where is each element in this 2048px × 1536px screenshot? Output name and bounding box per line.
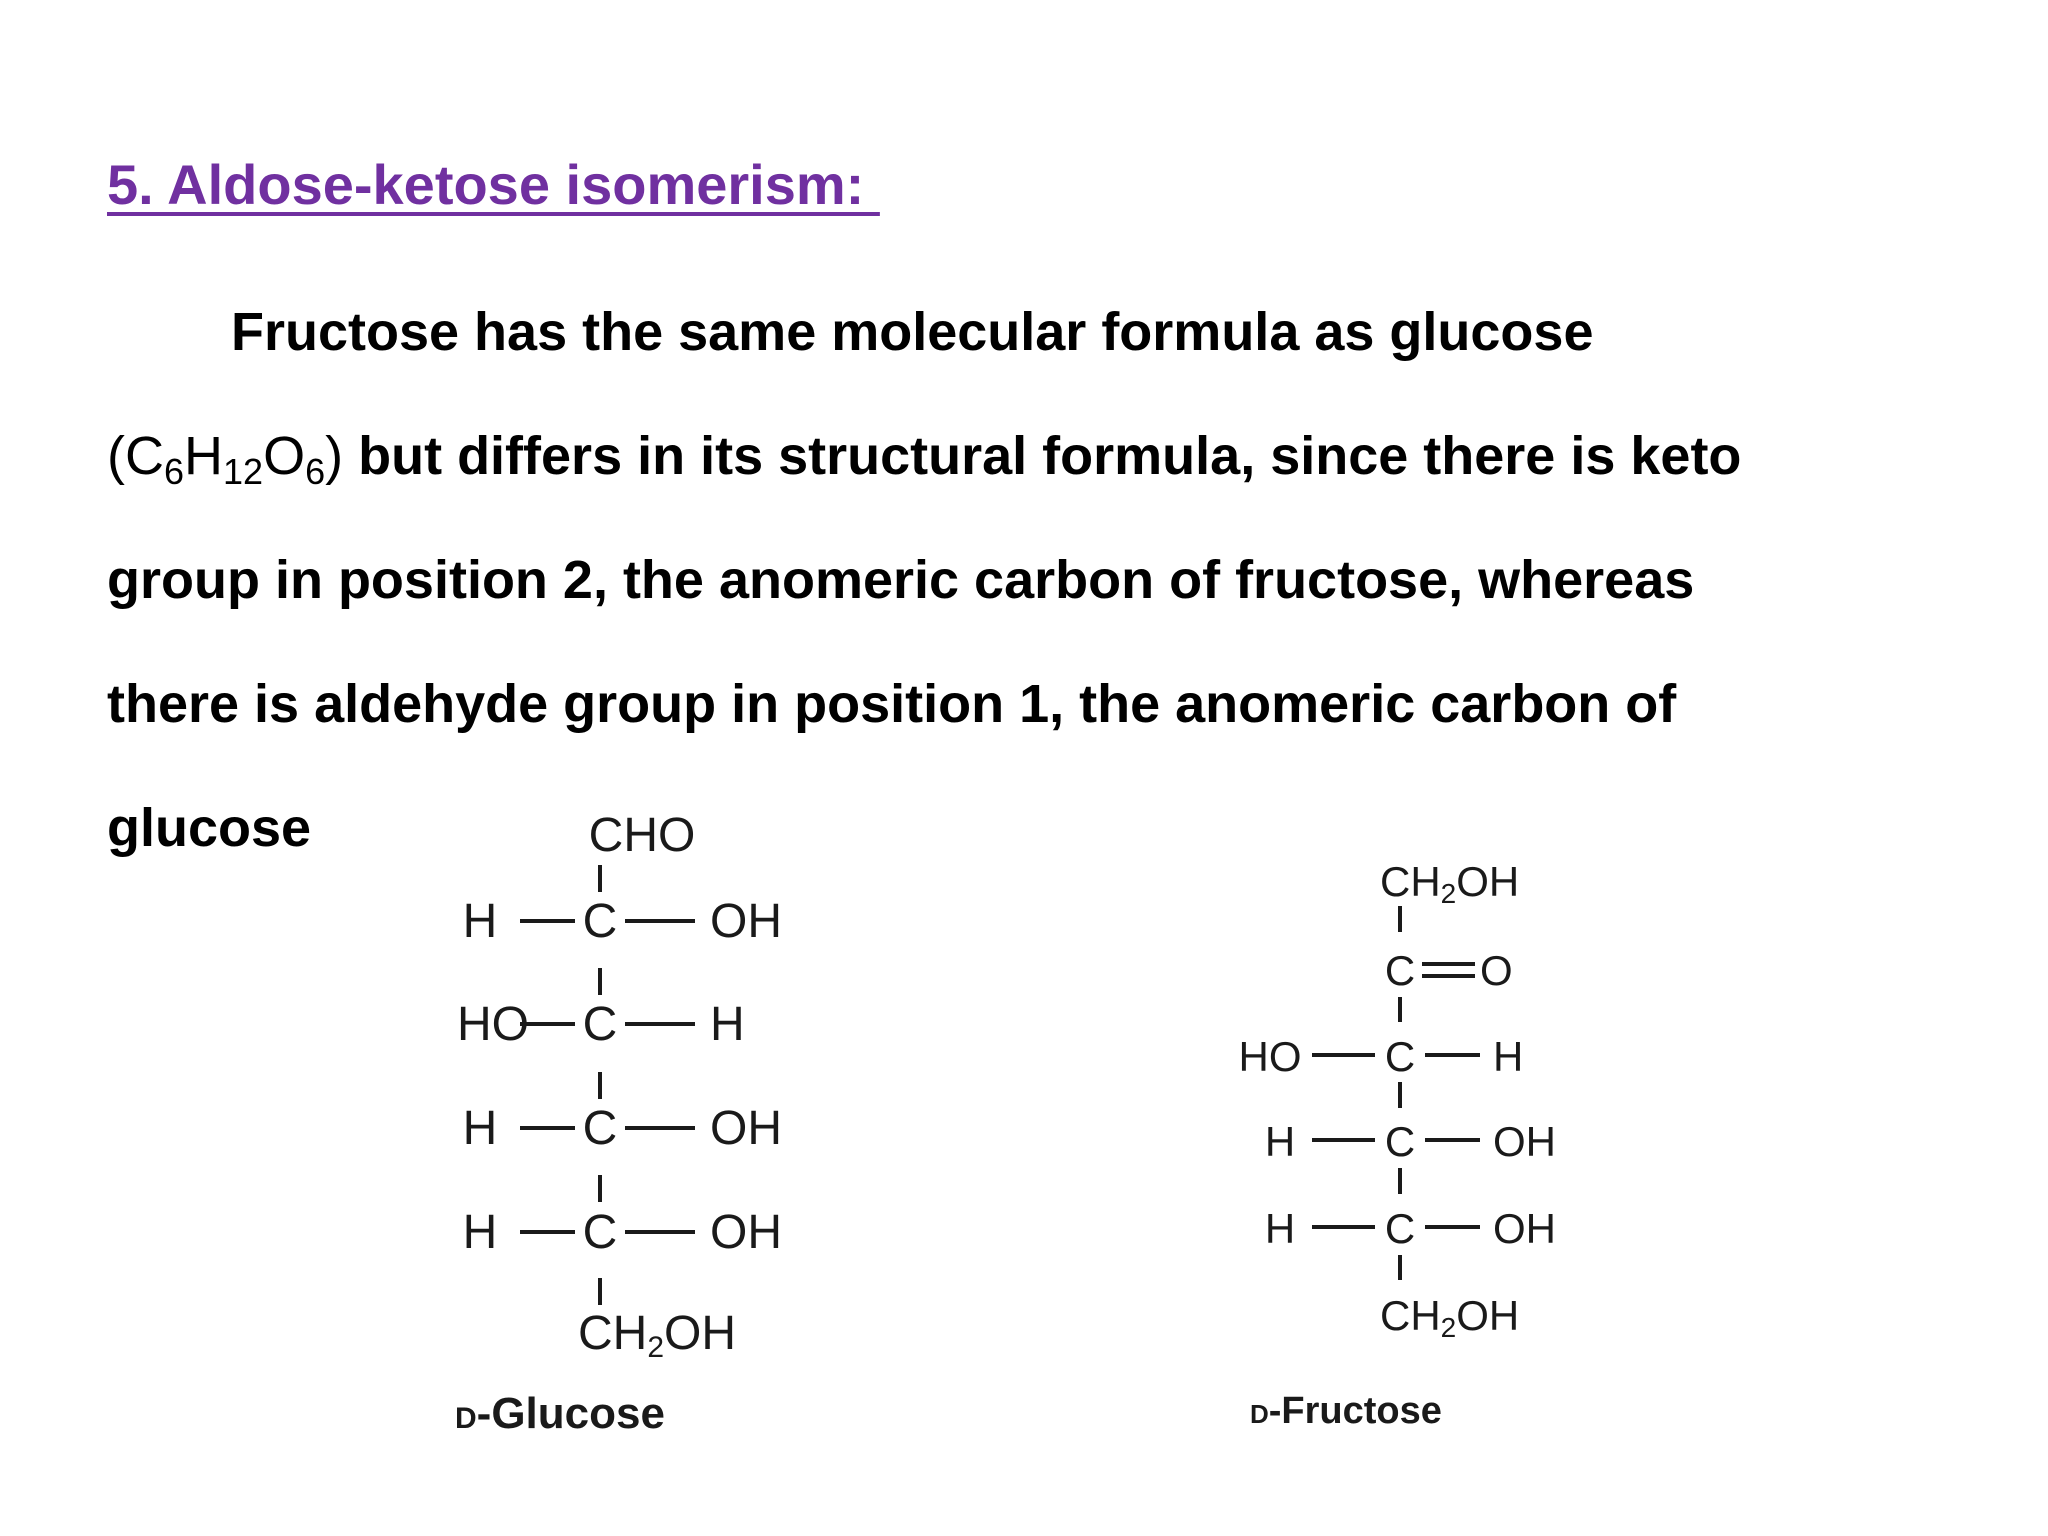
paragraph-line-4: there is aldehyde group in position 1, the anomeric carbon of xyxy=(107,674,1677,734)
glucose-bottom-group: CH2OH xyxy=(578,1307,737,1364)
fructose-row-1-left: HO xyxy=(1238,1033,1302,1080)
fructose-bottom-group: CH2OH xyxy=(1380,1292,1520,1343)
fructose-row-3-left: H xyxy=(1264,1205,1296,1252)
fructose-row-2-right: OH xyxy=(1493,1118,1556,1165)
fructose-name-label: D-Fructose xyxy=(1250,1390,1442,1432)
paragraph-line-2: $(C_6H_{12}O_6)$ but differs in its structural formula, since there is keto xyxy=(107,426,1742,492)
glucose-row-2-left: HO xyxy=(457,998,529,1051)
glucose-row-3-right: OH xyxy=(710,1102,782,1155)
glucose-row-4-center: C xyxy=(582,1206,618,1259)
glucose-row-3-center: C xyxy=(582,1102,618,1155)
glucose-row-1-center: C xyxy=(582,895,618,948)
glucose-row-1-right: OH xyxy=(710,895,782,948)
body-paragraph xyxy=(107,270,2007,890)
glucose-row-1-left: H xyxy=(462,895,498,948)
glucose-row-4-left: H xyxy=(462,1206,498,1259)
fructose-row-2-left: H xyxy=(1264,1118,1296,1165)
paragraph-line-5: glucose xyxy=(107,798,312,858)
paragraph-line-1: Fructose has the same molecular formula as glucose xyxy=(231,302,1594,362)
fructose-row-1-center: C xyxy=(1384,1033,1416,1080)
glucose-row-2-right: H xyxy=(710,998,745,1051)
fructose-row-3-center: C xyxy=(1384,1205,1416,1252)
fructose-row-3-right: OH xyxy=(1493,1205,1556,1252)
fructose-carbonyl-o: O xyxy=(1480,947,1513,994)
glucose-structure xyxy=(400,800,820,1450)
glucose-row-4-right: OH xyxy=(710,1206,782,1259)
fructose-top-group: CH2OH xyxy=(1380,858,1520,909)
fructose-carbonyl-c: C xyxy=(1384,947,1416,994)
fructose-structure xyxy=(1200,840,1620,1450)
fructose-row-2-center: C xyxy=(1384,1118,1416,1165)
slide-heading: 5. Aldose-ketose isomerism: xyxy=(107,153,880,216)
glucose-row-2-center: C xyxy=(582,998,618,1051)
molecular-formula: $(C_6H_{12}O_6)$ xyxy=(107,426,344,492)
paragraph-line-3: group in position 2, the anomeric carbon of fructose, whereas xyxy=(107,550,1695,610)
glucose-row-3-left: H xyxy=(462,1102,498,1155)
glucose-top-group: CHO xyxy=(588,809,696,862)
glucose-name-label: D-Glucose xyxy=(455,1389,665,1438)
fructose-row-1-right: H xyxy=(1493,1033,1524,1080)
